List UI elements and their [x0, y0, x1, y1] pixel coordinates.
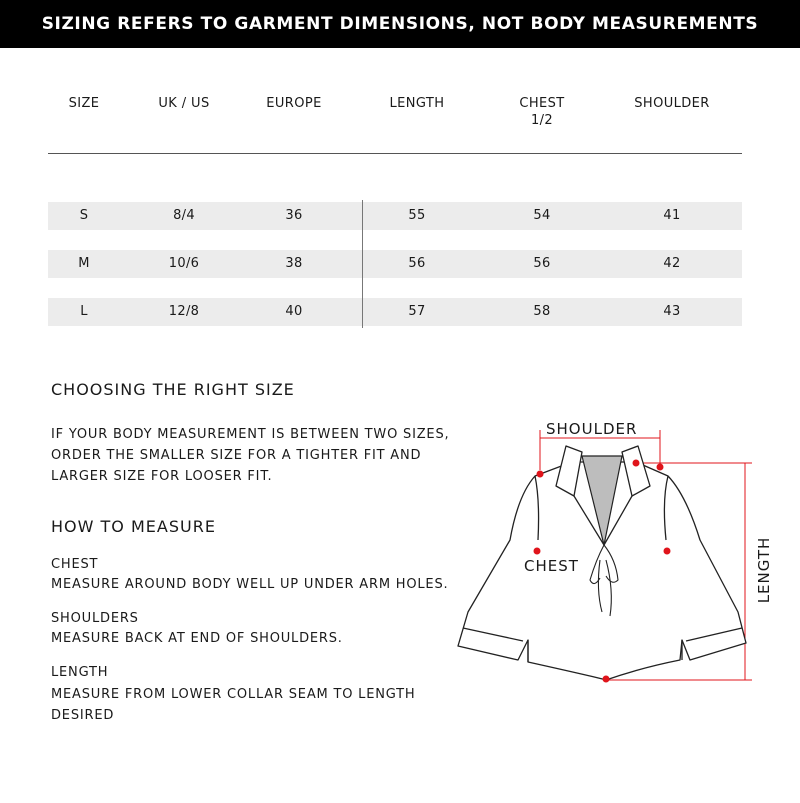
- cell-uk-us: 10/6: [168, 256, 200, 271]
- choosing-line: IF YOUR BODY MEASUREMENT IS BETWEEN TWO SIZES,: [51, 427, 450, 442]
- chest-desc: MEASURE AROUND BODY WELL UP UNDER ARM HOLES.: [51, 577, 449, 592]
- shoulder-label: SHOULDER: [546, 420, 638, 438]
- length-diagram-label: LENGTH: [755, 536, 773, 604]
- choosing-line: ORDER THE SMALLER SIZE FOR A TIGHTER FIT AND: [51, 448, 422, 463]
- cell-shoulder: 41: [663, 208, 681, 223]
- length-desc: DESIRED: [51, 708, 115, 723]
- length-desc: MEASURE FROM LOWER COLLAR SEAM TO LENGTH: [51, 687, 416, 702]
- header-uk-us: UK / US: [158, 96, 210, 111]
- sizing-banner: SIZING REFERS TO GARMENT DIMENSIONS, NOT BODY MEASUREMENTS: [0, 0, 800, 48]
- length-bottom-marker: [603, 676, 610, 683]
- choosing-title: CHOOSING THE RIGHT SIZE: [51, 380, 295, 399]
- chest-label: CHEST: [51, 557, 99, 572]
- header-length: LENGTH: [389, 96, 445, 111]
- cell-length: 56: [408, 256, 426, 271]
- cell-length: 55: [408, 208, 426, 223]
- length-label: LENGTH: [51, 665, 109, 680]
- header-shoulder: SHOULDER: [634, 96, 710, 111]
- chest-left-marker: [534, 548, 541, 555]
- length-top-marker: [633, 460, 640, 467]
- header-chest-half: CHEST 1/2: [519, 96, 565, 128]
- cell-size: S: [79, 208, 89, 223]
- cell-size: L: [80, 304, 88, 319]
- cell-shoulder: 43: [663, 304, 681, 319]
- shoulder-right-marker: [657, 464, 664, 471]
- cell-uk-us: 8/4: [173, 208, 195, 223]
- cell-chest: 56: [533, 256, 551, 271]
- chest-right-marker: [664, 548, 671, 555]
- cell-europe: 38: [285, 256, 303, 271]
- cell-chest: 58: [533, 304, 551, 319]
- shoulder-left-marker: [537, 471, 544, 478]
- header-europe: EUROPE: [266, 96, 322, 111]
- cell-europe: 36: [285, 208, 303, 223]
- cell-length: 57: [408, 304, 426, 319]
- shoulders-label: SHOULDERS: [51, 611, 139, 626]
- cell-uk-us: 12/8: [168, 304, 200, 319]
- cell-europe: 40: [285, 304, 303, 319]
- cell-chest: 54: [533, 208, 551, 223]
- header-size: SIZE: [68, 96, 100, 111]
- choosing-line: LARGER SIZE FOR LOOSER FIT.: [51, 469, 273, 484]
- cell-size: M: [78, 256, 90, 271]
- cell-shoulder: 42: [663, 256, 681, 271]
- how-title: HOW TO MEASURE: [51, 517, 216, 536]
- chest-diagram-label: CHEST: [524, 557, 579, 575]
- shoulders-desc: MEASURE BACK AT END OF SHOULDERS.: [51, 631, 343, 646]
